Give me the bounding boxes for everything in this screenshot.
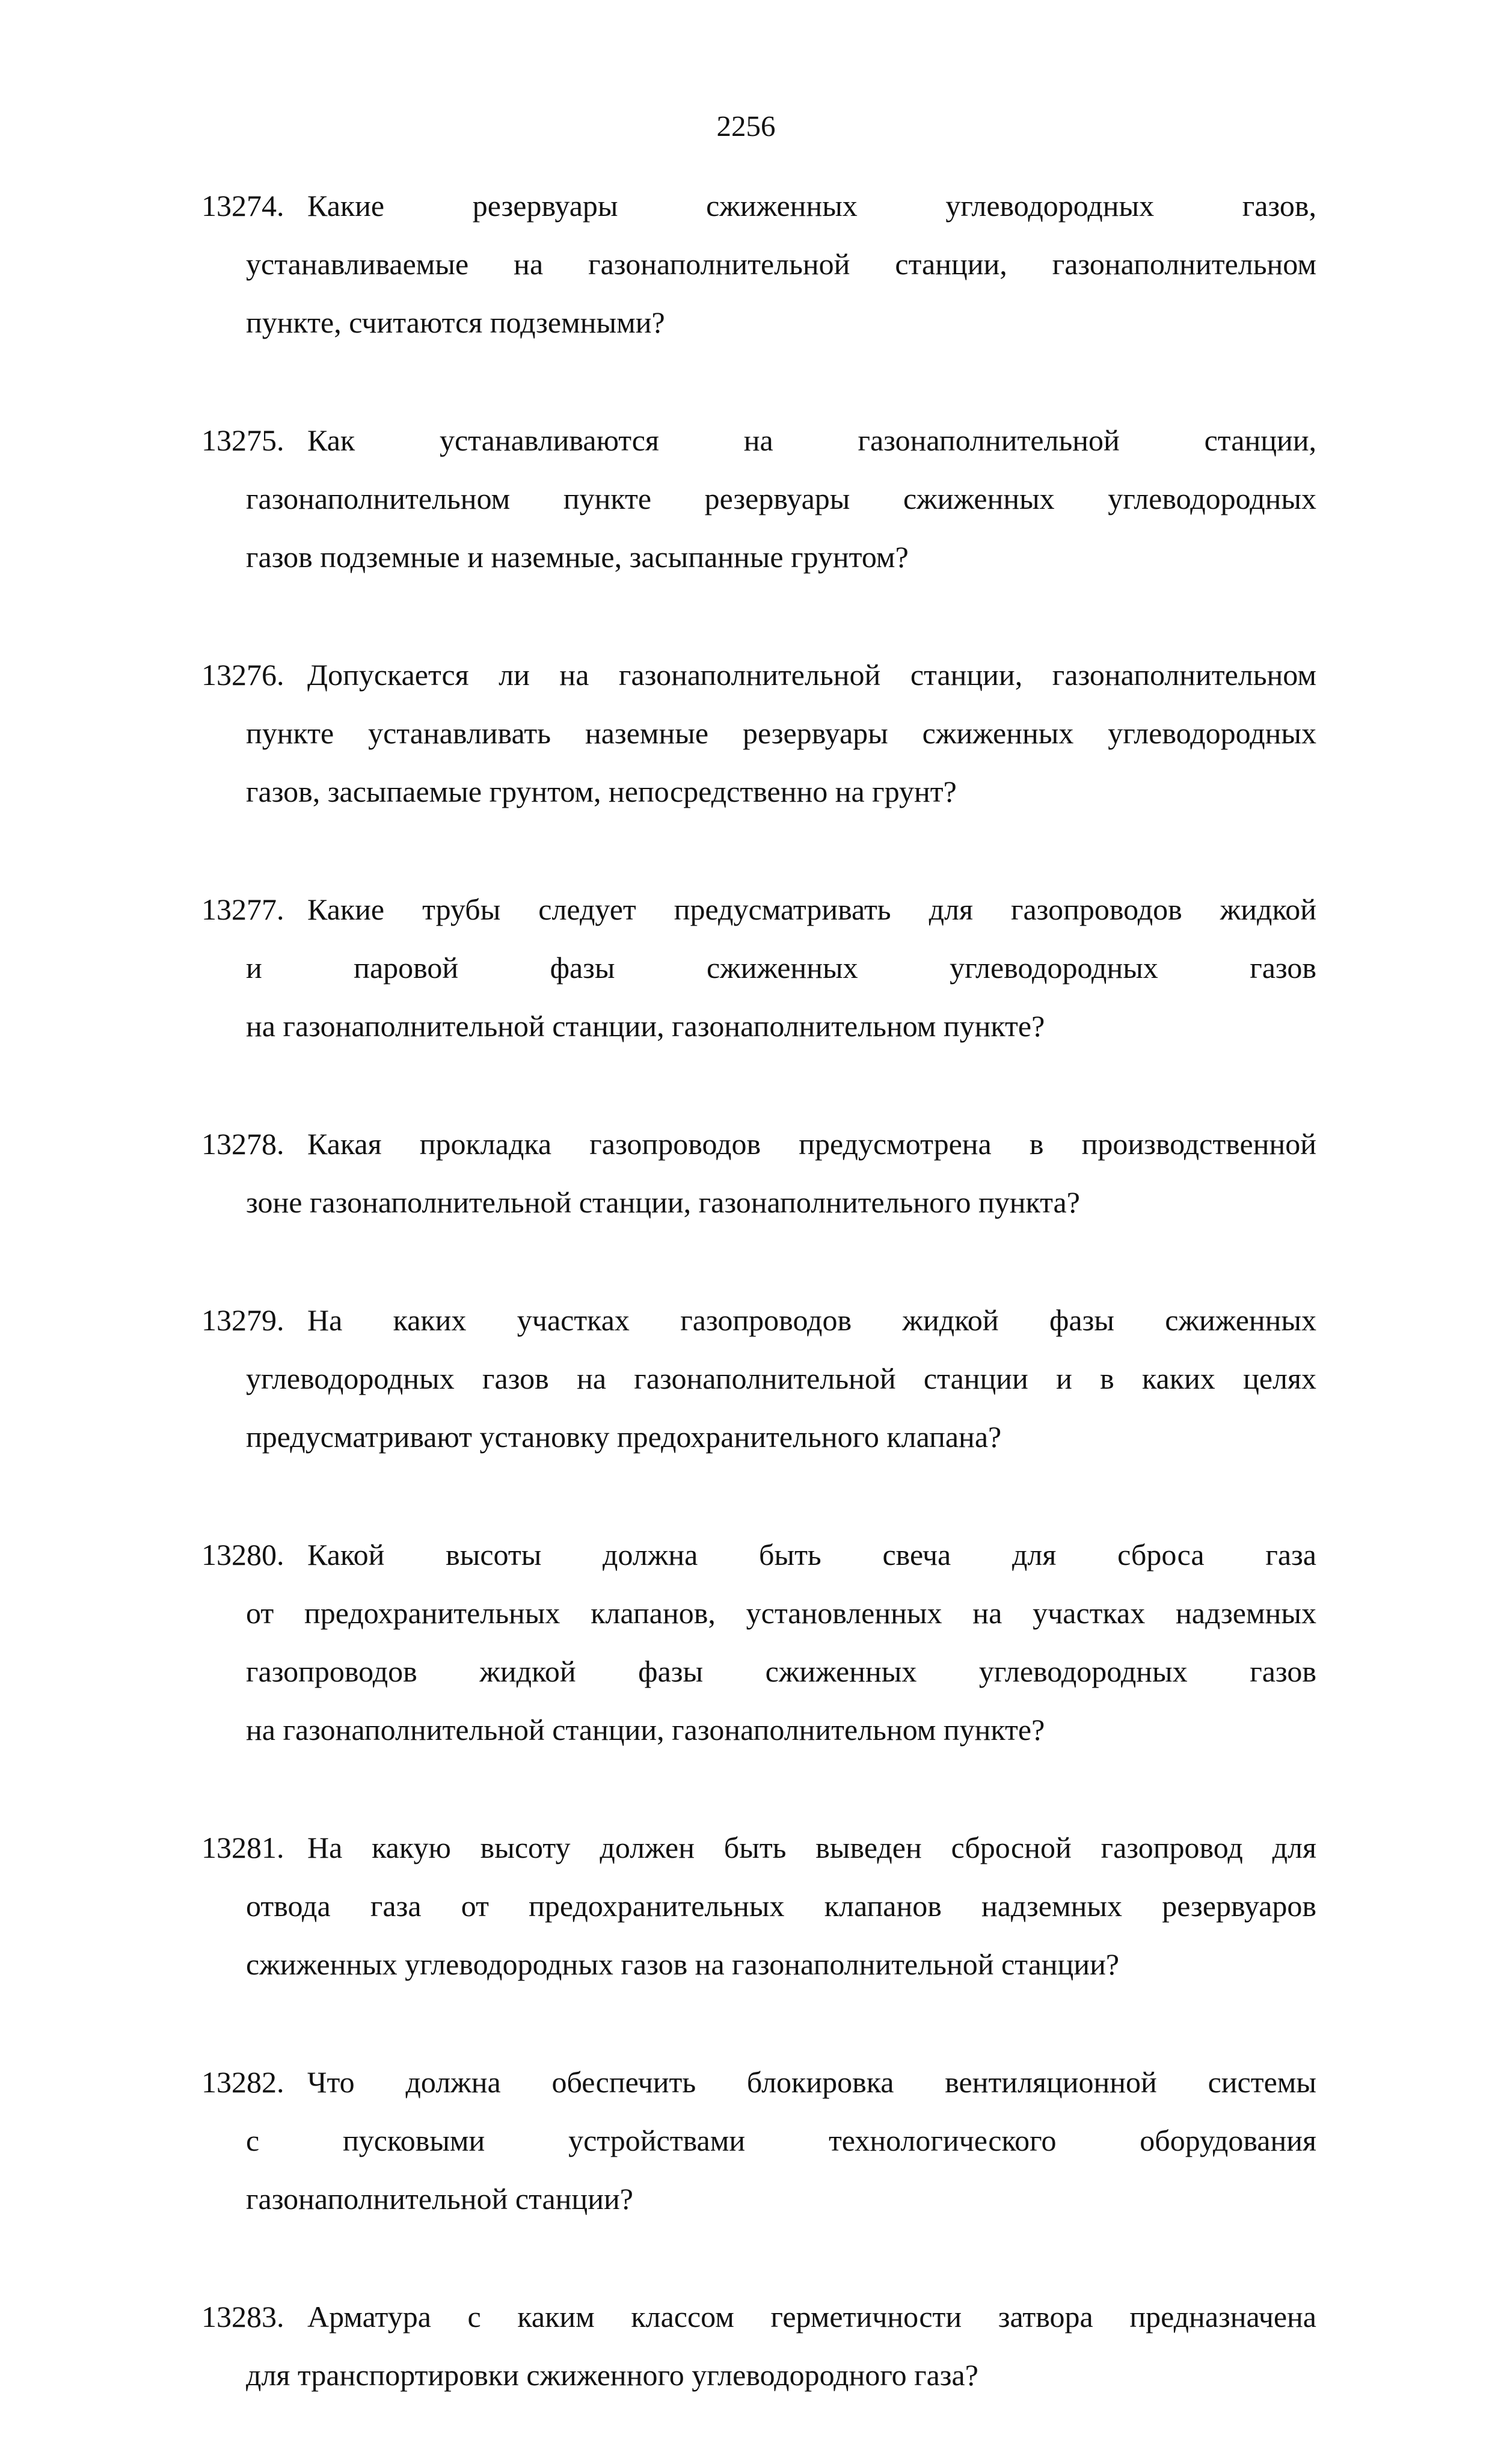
question-item xyxy=(201,880,1316,1055)
question-text-line: отвода газа от предохранительных клапанов надземных резервуаров xyxy=(246,1889,1316,1923)
question-text-line: На каких участках газопроводов жидкой фазы сжиженных xyxy=(307,1303,1316,1337)
question-text-line: зоне газонаполнительной станции, газонаполнительного пункта? xyxy=(246,1185,1080,1219)
question-text-line: Какие резервуары сжиженных углеводородных газов, xyxy=(307,189,1316,223)
question-text-line: На какую высоту должен быть выведен сбросной газопровод для xyxy=(307,1831,1316,1864)
question-text-line: Как устанавливаются на газонаполнительной станции, xyxy=(307,423,1316,457)
question-item xyxy=(201,1526,1316,1759)
question-item xyxy=(201,411,1316,586)
question-text-line: пункте, считаются подземными? xyxy=(246,306,665,339)
question-text-line: от предохранительных клапанов, установленных на участках надземных xyxy=(246,1596,1316,1630)
question-number: 13276. xyxy=(201,658,284,692)
question-item xyxy=(201,177,1316,352)
question-text-line: на газонаполнительной станции, газонаполнительном пункте? xyxy=(246,1713,1045,1747)
question-item xyxy=(201,2288,1316,2404)
question-text-line: пункте устанавливать наземные резервуары сжиженных углеводородных xyxy=(246,716,1316,750)
question-text-line: Арматура с каким классом герметичности затвора предназначена xyxy=(307,2300,1316,2333)
question-text-line: Что должна обеспечить блокировка вентиляционной системы xyxy=(307,2065,1316,2099)
question-text-line: устанавливаемые на газонаполнительной станции, газонаполнительном xyxy=(246,247,1316,281)
question-text-line: сжиженных углеводородных газов на газонаполнительной станции? xyxy=(246,1947,1120,1981)
question-text-line: газопроводов жидкой фазы сжиженных углеводородных газов xyxy=(246,1654,1316,1688)
question-number: 13280. xyxy=(201,1538,284,1571)
question-number: 13275. xyxy=(201,423,284,457)
question-text-line: на газонаполнительной станции, газонаполнительном пункте? xyxy=(246,1009,1045,1043)
page-number: 2256 xyxy=(716,109,776,143)
question-number: 13281. xyxy=(201,1831,284,1864)
question-list xyxy=(201,177,1316,2464)
question-text-line: Какая прокладка газопроводов предусмотрена в производственной xyxy=(307,1127,1316,1161)
question-text-line: и паровой фазы сжиженных углеводородных газов xyxy=(246,951,1316,985)
question-text-line: газонаполнительном пункте резервуары сжиженных углеводородных xyxy=(246,482,1316,515)
question-item xyxy=(201,1819,1316,1994)
question-item xyxy=(201,1291,1316,1466)
question-text-line: газов, засыпаемые грунтом, непосредственно на грунт? xyxy=(246,775,957,808)
question-number: 13277. xyxy=(201,893,284,926)
question-item xyxy=(201,1115,1316,1232)
question-text-line: углеводородных газов на газонаполнительной станции и в каких целях xyxy=(246,1362,1316,1395)
question-text-line: для транспортировки сжиженного углеводородного газа? xyxy=(246,2358,978,2392)
question-number: 13274. xyxy=(201,189,284,223)
question-text-line: предусматривают установку предохранительного клапана? xyxy=(246,1420,1002,1454)
question-text-line: Допускается ли на газонаполнительной станции, газонаполнительном xyxy=(307,658,1316,692)
question-text-line: газонаполнительной станции? xyxy=(246,2182,633,2216)
question-text-line: с пусковыми устройствами технологического оборудования xyxy=(246,2124,1316,2157)
question-number: 13283. xyxy=(201,2300,284,2333)
question-number: 13282. xyxy=(201,2065,284,2099)
question-text-line: Какой высоты должна быть свеча для сброса газа xyxy=(307,1538,1316,1571)
question-item xyxy=(201,2053,1316,2228)
question-number: 13279. xyxy=(201,1303,284,1337)
question-number: 13278. xyxy=(201,1127,284,1161)
question-text-line: Какие трубы следует предусматривать для газопроводов жидкой xyxy=(307,893,1316,926)
question-text-line: газов подземные и наземные, засыпанные грунтом? xyxy=(246,540,909,574)
question-item xyxy=(201,646,1316,821)
